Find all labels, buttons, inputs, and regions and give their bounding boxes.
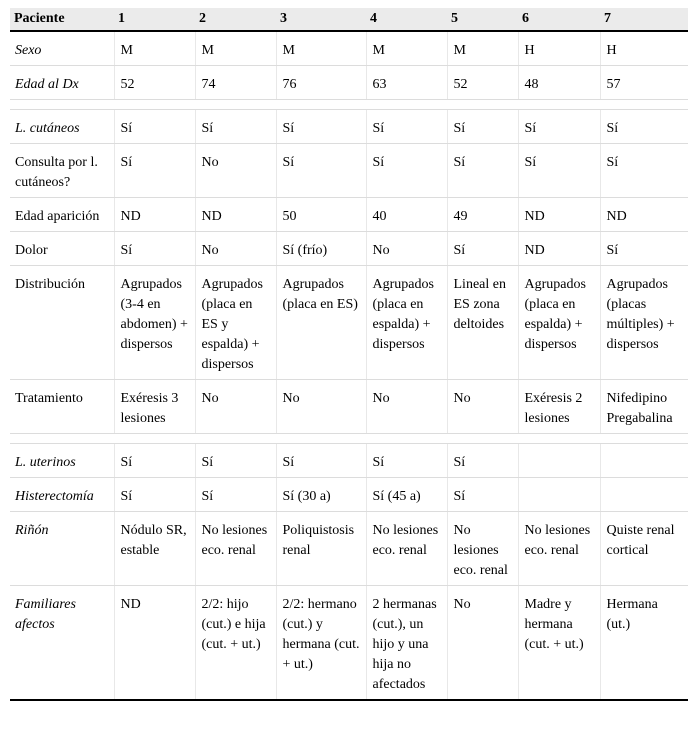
- table-cell: 50: [276, 198, 366, 232]
- table-row-consulta: [10, 144, 688, 198]
- table-cell: Exéresis 3 lesiones: [114, 380, 195, 434]
- table-row-lesiones-uterinos: [10, 444, 688, 478]
- table-cell: 57: [600, 66, 688, 100]
- table-cell: Exéresis 2 lesiones: [518, 380, 600, 434]
- table-row-familiares: [10, 586, 688, 701]
- table-cell: Agrupados (placas múltiples) + dispersos: [600, 266, 688, 380]
- table-cell: No: [195, 144, 276, 198]
- row-label: Edad al Dx: [10, 66, 114, 100]
- table-cell: Agrupados (placa en espalda) + dispersos: [366, 266, 447, 380]
- table-cell: 48: [518, 66, 600, 100]
- table-body: [10, 31, 688, 700]
- table-cell: Sí: [114, 232, 195, 266]
- table-cell: Sí: [518, 110, 600, 144]
- table-cell: No: [276, 380, 366, 434]
- table-cell: No: [447, 586, 518, 701]
- table-cell: No: [366, 232, 447, 266]
- header-row: [10, 8, 688, 31]
- table-cell: Sí: [195, 444, 276, 478]
- table-cell: Poliquistosis renal: [276, 512, 366, 586]
- table-cell: Agrupados (placa en espalda) + dispersos: [518, 266, 600, 380]
- table-cell: [600, 478, 688, 512]
- table-cell: Sí: [276, 444, 366, 478]
- row-label: L. uterinos: [10, 444, 114, 478]
- table-cell: No: [195, 380, 276, 434]
- section-spacer: [10, 434, 688, 444]
- table-cell: Sí: [447, 232, 518, 266]
- row-label: Tratamiento: [10, 380, 114, 434]
- table-cell: Sí: [276, 144, 366, 198]
- table-cell: Sí: [114, 478, 195, 512]
- table-cell: ND: [518, 232, 600, 266]
- table-cell: Sí: [195, 110, 276, 144]
- table-cell: Nifedipino Pregabalina: [600, 380, 688, 434]
- table-cell: Lineal en ES zona deltoides: [447, 266, 518, 380]
- table-row-rinon: [10, 512, 688, 586]
- table-row-sexo: [10, 31, 688, 66]
- table-cell: Sí (frío): [276, 232, 366, 266]
- table-cell: Sí: [366, 444, 447, 478]
- table-cell: No: [195, 232, 276, 266]
- table-cell: Sí: [114, 110, 195, 144]
- table-cell: Sí: [114, 144, 195, 198]
- header-cell-6: 6: [522, 11, 529, 26]
- table-row-histerectomia: [10, 478, 688, 512]
- table-row-edad-dx: [10, 66, 688, 100]
- table-cell: [518, 478, 600, 512]
- table-row-edad-aparicion: [10, 198, 688, 232]
- table-cell: No: [447, 380, 518, 434]
- table-cell: Sí: [114, 444, 195, 478]
- table-cell: No lesiones eco. renal: [366, 512, 447, 586]
- row-label: Riñón: [10, 512, 114, 586]
- table-cell: [600, 444, 688, 478]
- row-label: Consulta por l. cutáneos?: [10, 144, 114, 198]
- table-cell: Nódulo SR, estable: [114, 512, 195, 586]
- table-cell: Sí: [366, 110, 447, 144]
- table-cell: Sí: [447, 478, 518, 512]
- table-cell: Sí: [195, 478, 276, 512]
- table-cell: 63: [366, 66, 447, 100]
- table-cell: No lesiones eco. renal: [195, 512, 276, 586]
- table-row-tratamiento: [10, 380, 688, 434]
- table-cell: ND: [114, 586, 195, 701]
- table-cell: Hermana (ut.): [600, 586, 688, 701]
- row-label: Histerectomía: [10, 478, 114, 512]
- table-cell: Sí: [600, 110, 688, 144]
- table-cell: Agrupados (placa en ES y espalda) + dispersos: [195, 266, 276, 380]
- row-label: L. cutáneos: [10, 110, 114, 144]
- table-cell: ND: [518, 198, 600, 232]
- table-cell: Agrupados (placa en ES): [276, 266, 366, 380]
- table-cell: H: [518, 31, 600, 66]
- row-label: Distribución: [10, 266, 114, 380]
- table-cell: Sí (45 a): [366, 478, 447, 512]
- table-cell: Sí: [600, 232, 688, 266]
- table-cell: No lesiones eco. renal: [518, 512, 600, 586]
- table-cell: Sí: [276, 110, 366, 144]
- table-cell: [518, 444, 600, 478]
- table-cell: 49: [447, 198, 518, 232]
- table-cell: ND: [114, 198, 195, 232]
- table-cell: Sí: [518, 144, 600, 198]
- table-cell: Sí: [366, 144, 447, 198]
- table-cell: ND: [195, 198, 276, 232]
- header-cell-4: 4: [370, 11, 377, 26]
- patient-table-container: [10, 8, 688, 701]
- table-cell: Madre y hermana (cut. + ut.): [518, 586, 600, 701]
- table-cell: 40: [366, 198, 447, 232]
- patient-table: [10, 8, 688, 701]
- table-cell: M: [447, 31, 518, 66]
- header-cell-5: 5: [451, 11, 458, 26]
- header-cell-paciente: Paciente: [14, 11, 65, 26]
- header-cell-7: 7: [604, 11, 611, 26]
- table-cell: Sí: [447, 110, 518, 144]
- table-cell: ND: [600, 198, 688, 232]
- section-spacer: [10, 100, 688, 110]
- table-cell: 74: [195, 66, 276, 100]
- table-header: [10, 8, 688, 31]
- table-cell: M: [276, 31, 366, 66]
- table-cell: No: [366, 380, 447, 434]
- table-cell: Quiste renal cortical: [600, 512, 688, 586]
- table-cell: 52: [114, 66, 195, 100]
- table-cell: M: [195, 31, 276, 66]
- table-cell: No lesiones eco. renal: [447, 512, 518, 586]
- table-cell: M: [366, 31, 447, 66]
- table-cell: Sí (30 a): [276, 478, 366, 512]
- table-row-dolor: [10, 232, 688, 266]
- header-cell-1: 1: [118, 11, 125, 26]
- table-cell: 2 hermanas (cut.), un hijo y una hija no afectados: [366, 586, 447, 701]
- header-cell-3: 3: [280, 11, 287, 26]
- table-cell: M: [114, 31, 195, 66]
- row-label: Dolor: [10, 232, 114, 266]
- row-label: Edad aparición: [10, 198, 114, 232]
- table-cell: Sí: [447, 144, 518, 198]
- header-cell-2: 2: [199, 11, 206, 26]
- row-label: Familiares afectos: [10, 586, 114, 701]
- table-cell: 2/2: hijo (cut.) e hija (cut. + ut.): [195, 586, 276, 701]
- table-cell: H: [600, 31, 688, 66]
- table-cell: 76: [276, 66, 366, 100]
- table-cell: 52: [447, 66, 518, 100]
- table-row-lesiones-cutaneos: [10, 110, 688, 144]
- table-cell: Agrupados (3-4 en abdomen) + dispersos: [114, 266, 195, 380]
- row-label: Sexo: [10, 31, 114, 66]
- table-cell: Sí: [600, 144, 688, 198]
- table-cell: 2/2: hermano (cut.) y hermana (cut. + ut.): [276, 586, 366, 701]
- table-cell: Sí: [447, 444, 518, 478]
- table-row-distribucion: [10, 266, 688, 380]
